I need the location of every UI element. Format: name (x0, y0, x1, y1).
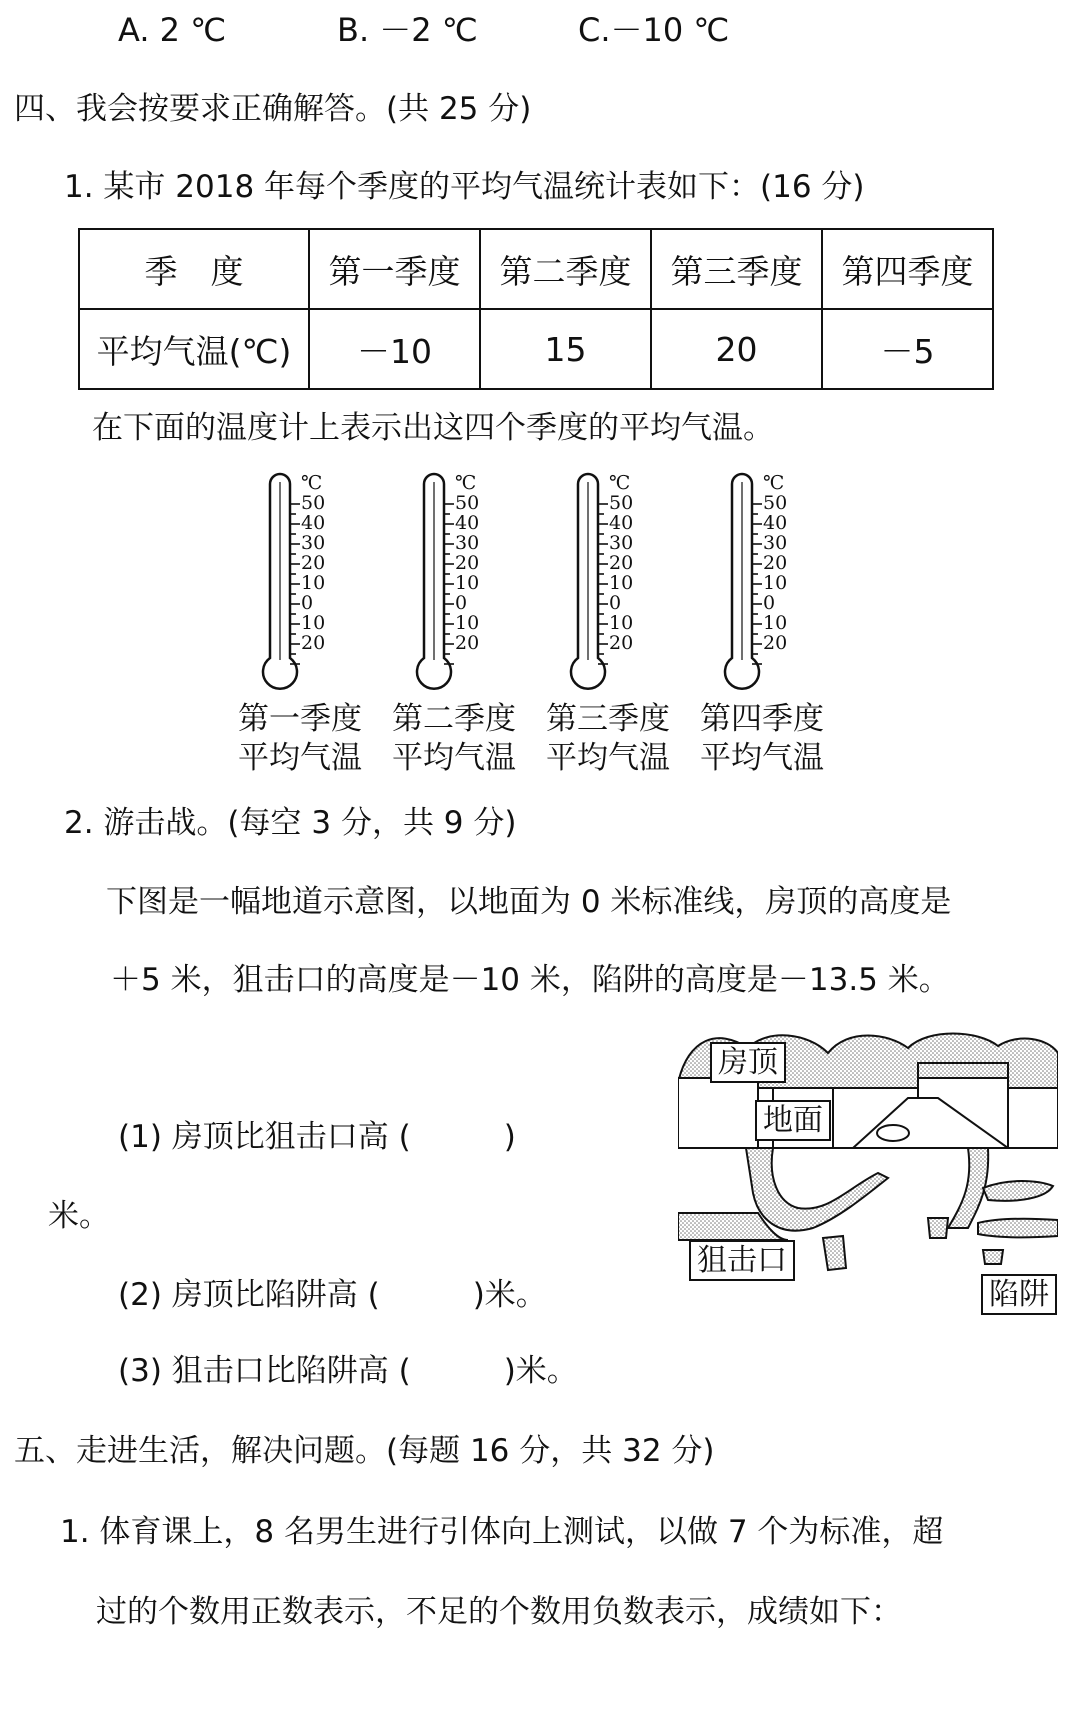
scale-label: 50 (763, 492, 788, 514)
table-header-cell: 第二季度 (480, 229, 651, 309)
thermometer-1[interactable] (258, 470, 358, 700)
scale-label: 20 (455, 552, 480, 574)
option-b: B. －2 ℃ (337, 11, 478, 49)
sub-question-3: (3) 狙击口比陷阱高 ( )米。 (118, 1353, 578, 1389)
question-3-line2: 过的个数用正数表示，不足的个数用负数表示，成绩如下： (96, 1594, 902, 1630)
unit-label: ℃ (609, 472, 631, 494)
thermometer-3[interactable] (566, 470, 666, 700)
tunnel-diagram (678, 1018, 1058, 1318)
thermometer-caption-4 (700, 700, 824, 778)
scale-label: 0 (609, 592, 622, 614)
scale-label: 30 (455, 532, 480, 554)
label-ground: 地面 (755, 1100, 831, 1141)
sub-question-1: (1) 房顶比狙击口高 ( ) (118, 1119, 516, 1155)
table-header-cell: 第三季度 (651, 229, 822, 309)
scale-label: 10 (301, 572, 326, 594)
question-2-desc-line2: ＋5 米，狙击口的高度是－10 米，陷阱的高度是－13.5 米。 (110, 962, 950, 998)
scale-label: 10 (763, 612, 788, 634)
scale-label: 40 (301, 512, 326, 534)
thermometer-caption-3 (546, 700, 670, 778)
question-3-line1: 1. 体育课上，8 名男生进行引体向上测试，以做 7 个为标准，超 (60, 1514, 944, 1550)
temperature-table (78, 228, 994, 390)
caption-line: 第一季度 (238, 701, 362, 737)
question-2-desc-line1: 下图是一幅地道示意图，以地面为 0 米标准线，房顶的高度是 (106, 884, 952, 920)
table-header-cell: 第一季度 (309, 229, 480, 309)
scale-label: 0 (455, 592, 468, 614)
scale-label: 20 (609, 552, 634, 574)
thermometer-caption-2 (392, 700, 516, 778)
caption-line: 平均气温 (700, 739, 824, 776)
scale-label: 10 (301, 612, 326, 634)
option-c: C.－10 ℃ (578, 11, 730, 49)
scale-label: 10 (763, 572, 788, 594)
table-header-cell: 季 度 (79, 229, 309, 309)
caption-line: 第三季度 (546, 701, 670, 737)
scale-label: 40 (763, 512, 788, 534)
scale-label: 20 (301, 552, 326, 574)
section-5-title: 五、走进生活，解决问题。(每题 16 分，共 32 分) (14, 1433, 715, 1469)
table-cell: －10 (309, 309, 480, 389)
table-cell: 20 (651, 309, 822, 389)
table-row (79, 309, 993, 389)
scale-label: 30 (301, 532, 326, 554)
table-header-cell: 第四季度 (822, 229, 993, 309)
thermometer-4[interactable] (720, 470, 820, 700)
scale-label: 30 (609, 532, 634, 554)
scale-label: 0 (763, 592, 776, 614)
label-roof: 房顶 (710, 1042, 786, 1083)
scale-label: 40 (609, 512, 634, 534)
instruction-text: 在下面的温度计上表示出这四个季度的平均气温。 (92, 410, 774, 446)
thermometer-caption-1 (238, 700, 362, 778)
scale-label: 50 (301, 492, 326, 514)
scale-label: 10 (455, 572, 480, 594)
table-row (79, 229, 993, 309)
unit-label: ℃ (455, 472, 477, 494)
scale-label: 20 (763, 632, 788, 654)
question-1-title: 1. 某市 2018 年每个季度的平均气温统计表如下：(16 分) (64, 169, 865, 205)
label-trap: 陷阱 (981, 1274, 1057, 1315)
thermometer-body (412, 470, 458, 700)
thermometer-body (566, 470, 612, 700)
sub-question-2: (2) 房顶比陷阱高 ( )米。 (118, 1277, 547, 1313)
caption-line: 第四季度 (700, 701, 824, 737)
unit-label: ℃ (763, 472, 785, 494)
option-a: A. 2 ℃ (118, 11, 227, 49)
table-cell: 平均气温(℃) (79, 309, 309, 389)
scale-label: 0 (301, 592, 314, 614)
scale-label: 20 (609, 632, 634, 654)
scale-label: 50 (609, 492, 634, 514)
scale-label: 40 (455, 512, 480, 534)
label-sniper-port: 狙击口 (689, 1240, 795, 1281)
thermometer-body (720, 470, 766, 700)
caption-line: 平均气温 (546, 739, 670, 776)
scale-label: 20 (455, 632, 480, 654)
scale-label: 10 (609, 612, 634, 634)
scale-label: 10 (455, 612, 480, 634)
question-2-title: 2. 游击战。(每空 3 分，共 9 分) (64, 805, 517, 841)
scale-label: 50 (455, 492, 480, 514)
table-cell: －5 (822, 309, 993, 389)
unit-label: ℃ (301, 472, 323, 494)
caption-line: 第二季度 (392, 701, 516, 737)
scale-label: 30 (763, 532, 788, 554)
scale-label: 20 (301, 632, 326, 654)
scale-label: 10 (609, 572, 634, 594)
thermometer-2[interactable] (412, 470, 512, 700)
table-cell: 15 (480, 309, 651, 389)
caption-line: 平均气温 (238, 739, 362, 776)
scale-label: 20 (763, 552, 788, 574)
caption-line: 平均气温 (392, 739, 516, 776)
section-4-title: 四、我会按要求正确解答。(共 25 分) (14, 91, 532, 127)
sub-question-1-unit: 米。 (48, 1198, 110, 1234)
thermometer-body (258, 470, 304, 700)
